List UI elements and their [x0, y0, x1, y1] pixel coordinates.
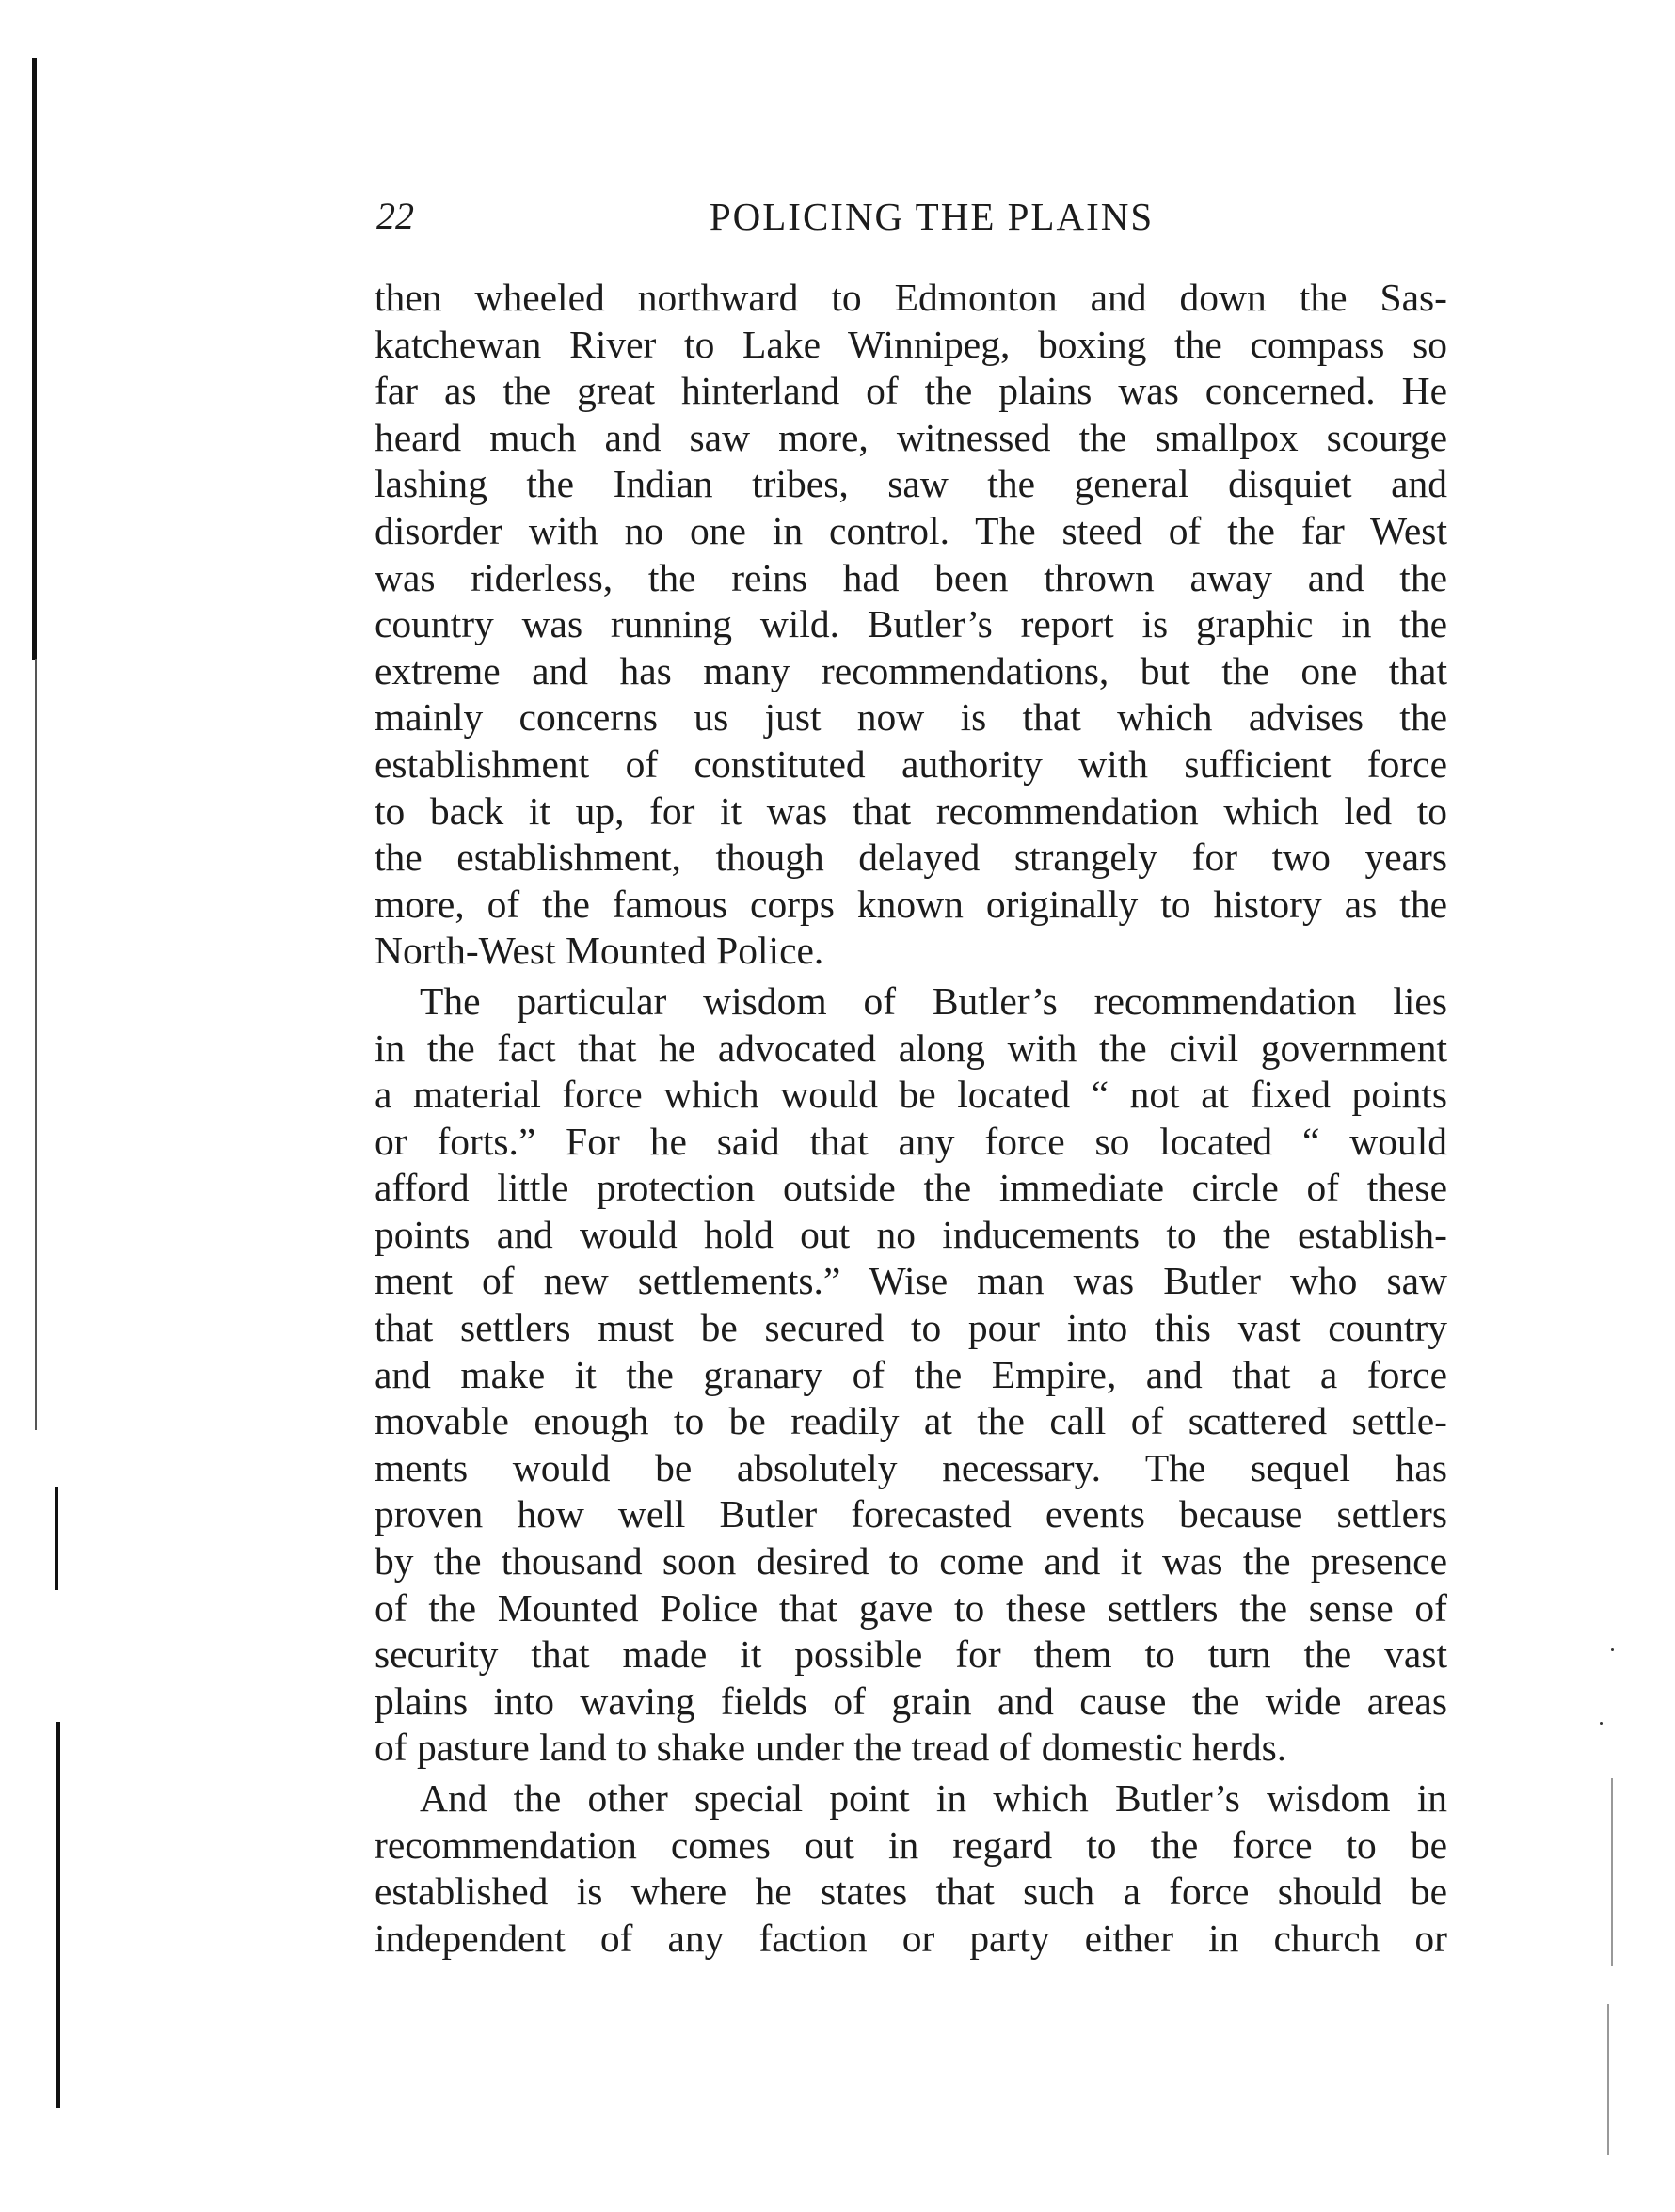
text-line: country was running wild. Butler’s report is graphic in the — [375, 602, 1447, 646]
text-line: that settlers must be secured to pour into this vast country — [375, 1306, 1447, 1350]
text-line: lashing the Indian tribes, saw the general disquiet and — [375, 462, 1447, 506]
text-line: extreme and has many recommendations, but the one that — [375, 648, 1447, 692]
text-line: more, of the famous corps known originally to history as the — [375, 882, 1447, 926]
binding-edge-mark — [55, 1487, 58, 1590]
text-line: the establishment, though delayed strangely for two years — [375, 835, 1447, 880]
text-line: movable enough to be readily at the call of scattered settle- — [375, 1399, 1447, 1443]
binding-edge-mark — [35, 659, 37, 1430]
scan-speck-line — [1607, 2004, 1609, 2155]
text-line: heard much and saw more, witnessed the smallpox scourge — [375, 415, 1447, 459]
text-line: points and would hold out no inducements to the establish- — [375, 1212, 1447, 1256]
page-header — [376, 188, 1449, 245]
text-line: establishment of constituted authority with sufficient force — [375, 741, 1447, 786]
paragraph — [375, 979, 1447, 1772]
text-line: security that made it possible for them to turn the vast — [375, 1632, 1447, 1677]
text-line: of pasture land to shake under the tread of domestic herds. — [375, 1726, 1287, 1770]
text-line: And the other special point in which Butler’s wisdom in — [420, 1776, 1447, 1820]
text-line: in the fact that he advocated along with the civil government — [375, 1026, 1447, 1070]
text-line: recommendation comes out in regard to the force to be — [375, 1822, 1447, 1867]
paragraph — [375, 275, 1447, 975]
running-title: POLICING THE PLAINS — [709, 195, 1155, 238]
text-line: plains into waving fields of grain and cause the wide areas — [375, 1679, 1447, 1723]
binding-edge-mark — [56, 1722, 60, 2108]
scan-speck — [1600, 1722, 1603, 1725]
text-line: established is where he states that such a force should be — [375, 1870, 1447, 1914]
text-line: ment of new settlements.” Wise man was Butler who saw — [375, 1259, 1447, 1303]
text-line: was riderless, the reins had been thrown away and the — [375, 555, 1447, 599]
text-line: mainly concerns us just now is that which advises the — [375, 695, 1447, 740]
text-line: North-West Mounted Police. — [375, 929, 824, 973]
text-line: and make it the granary of the Empire, and that a force — [375, 1352, 1447, 1396]
text-line: ments would be absolutely necessary. The sequel has — [375, 1445, 1447, 1489]
text-line: katchewan River to Lake Winnipeg, boxing the compass so — [375, 322, 1447, 366]
scan-speck — [1611, 1648, 1614, 1651]
scan-speck-line — [1611, 1778, 1613, 1966]
text-line: by the thousand soon desired to come and it was the presence — [375, 1539, 1447, 1583]
text-line: a material force which would be located “ not at fixed points — [375, 1073, 1447, 1117]
page-number: 22 — [376, 195, 414, 237]
text-line: The particular wisdom of Butler’s recommendation lies — [420, 979, 1447, 1023]
text-line: far as the great hinterland of the plains was concerned. He — [375, 369, 1447, 413]
body-text — [375, 275, 1447, 1962]
text-line: disorder with no one in control. The steed of the far West — [375, 508, 1447, 552]
text-line: independent of any faction or party either in church or — [375, 1916, 1447, 1960]
binding-edge-mark — [32, 58, 37, 660]
text-line: then wheeled northward to Edmonton and down the Sas- — [375, 276, 1447, 319]
text-line: proven how well Butler forecasted events because settlers — [375, 1492, 1447, 1536]
paragraph — [375, 1775, 1447, 1962]
text-line: of the Mounted Police that gave to these settlers the sense of — [375, 1585, 1447, 1630]
text-line: afford little protection outside the immediate circle of these — [375, 1166, 1447, 1210]
text-line: to back it up, for it was that recommendation which led to — [375, 788, 1447, 833]
text-line: or forts.” For he said that any force so located “ would — [375, 1119, 1447, 1163]
